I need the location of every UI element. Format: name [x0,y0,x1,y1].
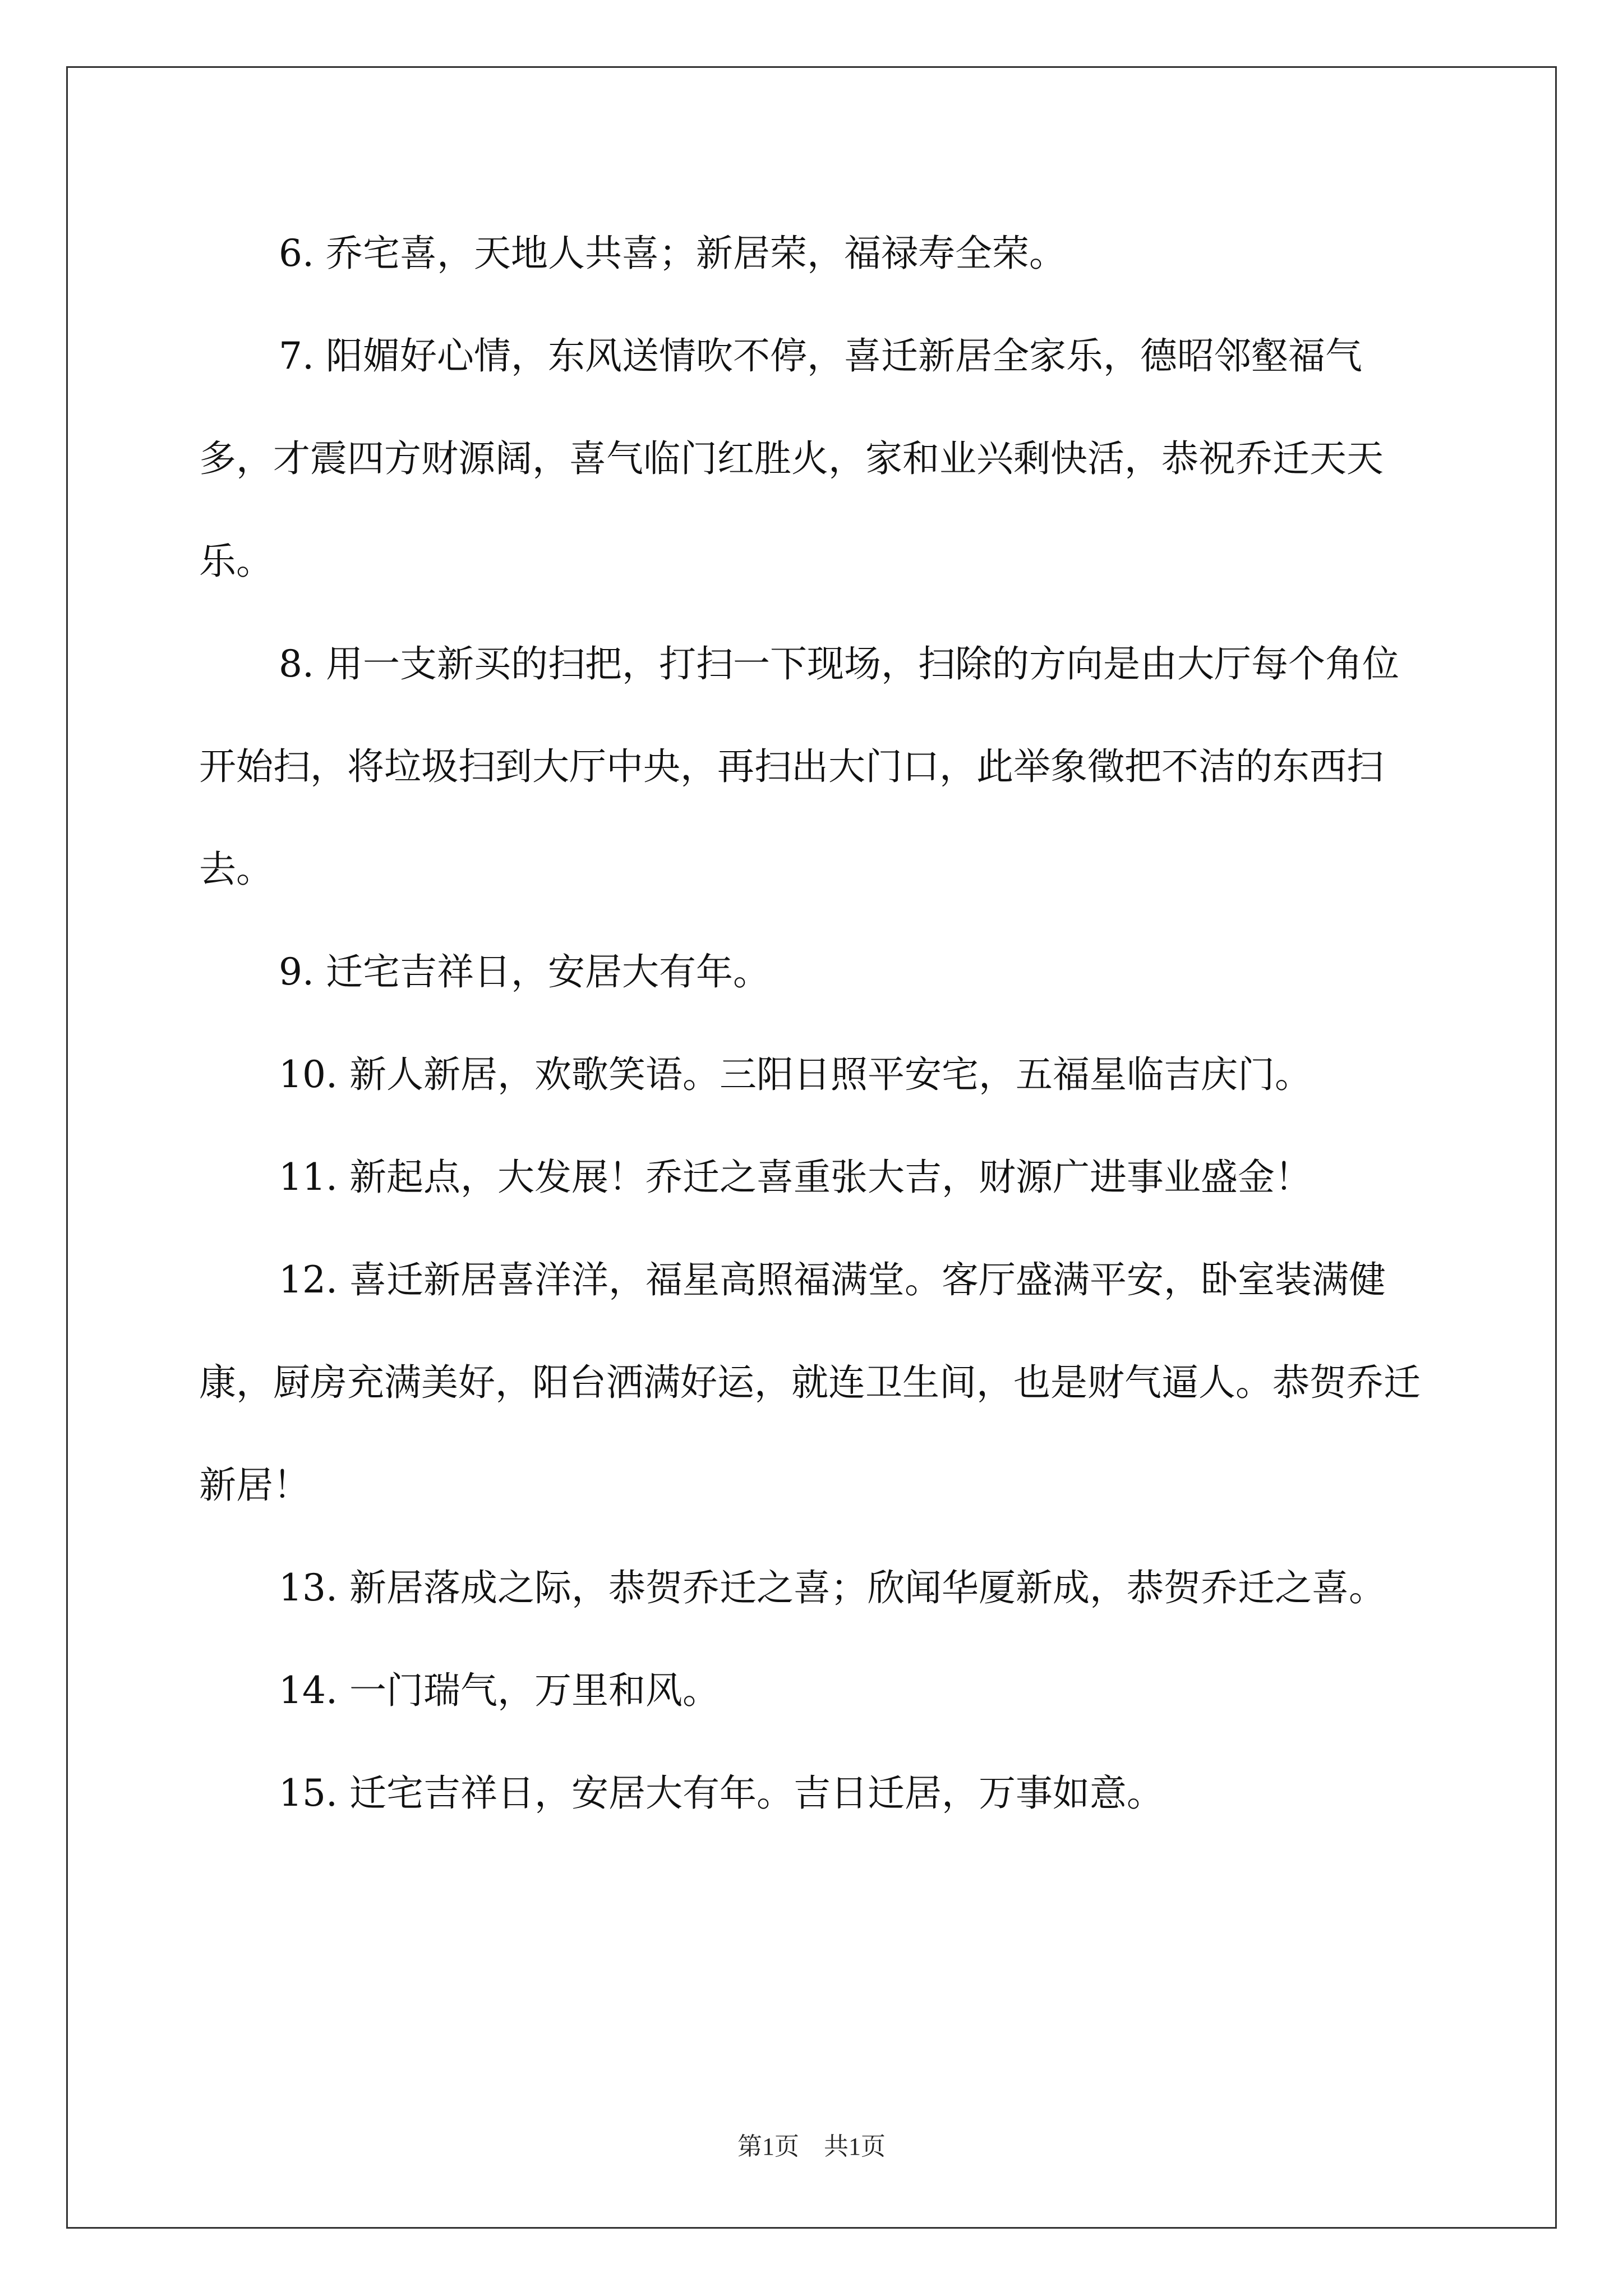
paragraph-15: 15. 迁宅吉祥日，安居大有年。吉日迁居，万事如意。 [279,1772,1164,1815]
paragraph-12: 12. 喜迁新居喜洋洋，福星高照福满堂。客厅盛满平安，卧室装满健康，厨房充满美好，阳台洒满好运，就连卫生间，也是财气逼人。恭贺乔迁新居！ [199,1258,1421,1507]
paragraph-9: 9. 迁宅吉祥日，安居大有年。 [279,950,770,993]
paragraph-6: 6. 乔宅喜，天地人共喜；新居荣，福禄寿全荣。 [279,232,1066,275]
paragraph-8: 8. 用一支新买的扫把，打扫一下现场，扫除的方向是由大厅每个角位开始扫，将垃圾扫到大厅中央，再扫出大门口，此举象徵把不洁的东西扫去。 [199,642,1399,891]
paragraph-13: 13. 新居落成之际，恭贺乔迁之喜；欣闻华厦新成，恭贺乔迁之喜。 [279,1566,1386,1609]
paragraph-11: 11. 新起点，大发展！乔迁之喜重张大吉，财源广进事业盛金！ [279,1156,1312,1199]
paragraph-10: 10. 新人新居，欢歌笑语。三阳日照平安宅，五福星临吉庆门。 [279,1053,1312,1096]
paragraph-14: 14. 一门瑞气，万里和风。 [279,1669,720,1712]
document-body [199,202,1433,1844]
page-number-footer: 第1页 共1页 [737,2133,886,2160]
paragraph-7: 7. 阳媚好心情，东风送情吹不停，喜迁新居全家乐，德昭邻壑福气多，才震四方财源阔，喜气临门红胜火，家和业兴剩快活，恭祝乔迁天天乐。 [199,334,1384,583]
